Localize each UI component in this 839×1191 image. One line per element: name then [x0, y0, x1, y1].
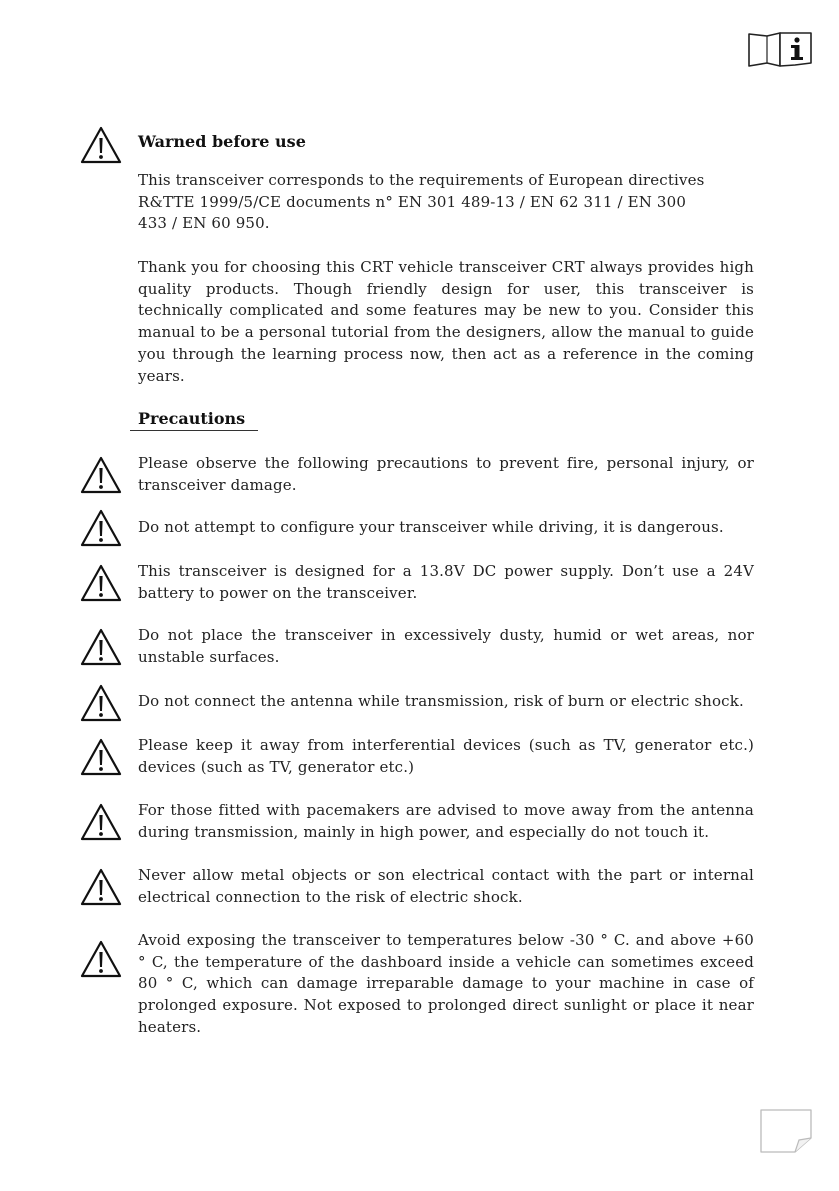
precaution-item: Never allow metal objects or son electrical contact with the part or internal electrical connection to the risk of electric shock. [138, 866, 754, 906]
precaution-item: Please keep it away from interferential devices (such as TV, generator etc.) devices (such as TV, generator etc.) [138, 736, 754, 776]
precaution-item: This transceiver is designed for a 13.8V DC power supply. Don’t use a 24V battery to power on the transceiver. [138, 562, 754, 602]
warning-icon [80, 684, 122, 722]
precautions-title: Precautions [138, 409, 246, 428]
warning-icon [80, 126, 122, 164]
precaution-item: Do not connect the antenna while transmission, risk of burn or electric shock. [138, 692, 744, 710]
warning-icon [80, 456, 122, 494]
precautions-underline [130, 430, 258, 431]
intro-paragraph-directives: This transceiver corresponds to the requirements of European directives R&TTE 1999/5/CE documents n° EN 301 489-13 / EN 62 311 / EN 300 433 / EN 60 950. [138, 171, 705, 233]
precaution-item: Do not place the transceiver in excessively dusty, humid or wet areas, nor unstable surfaces. [138, 626, 754, 666]
page-corner-icon [759, 1108, 813, 1154]
warning-icon [80, 628, 122, 666]
warning-icon [80, 803, 122, 841]
warning-icon [80, 940, 122, 978]
intro-title: Warned before use [138, 132, 306, 151]
precaution-item: Avoid exposing the transceiver to temperatures below -30 ° C. and above +60 ° C, the temperature of the dashboard inside a vehicle can sometimes exceed 80 ° C, which can damage irreparable damage to your machine in case of prolonged exposure. Not exposed to prolonged direct sunlight or place it near heaters. [138, 931, 754, 1036]
precaution-item: Do not attempt to configure your transceiver while driving, it is dangerous. [138, 518, 724, 536]
manual-info-icon [747, 30, 813, 68]
precaution-item: For those fitted with pacemakers are advised to move away from the antenna during transmission, mainly in high power, and especially do not touch it. [138, 801, 754, 841]
warning-icon [80, 868, 122, 906]
precaution-item: Please observe the following precautions to prevent fire, personal injury, or transceiver damage. [138, 454, 754, 494]
intro-paragraph-thanks: Thank you for choosing this CRT vehicle transceiver CRT always provides high quality products. Though friendly design for user, this transceiver is technically complicated and some features may be new to you. Consider this manual to be a personal tutorial from the designers, allow the manual to guide you through the learning process now, then act as a reference in the coming years. [138, 258, 754, 385]
warning-icon [80, 509, 122, 547]
warning-icon [80, 738, 122, 776]
warning-icon [80, 564, 122, 602]
